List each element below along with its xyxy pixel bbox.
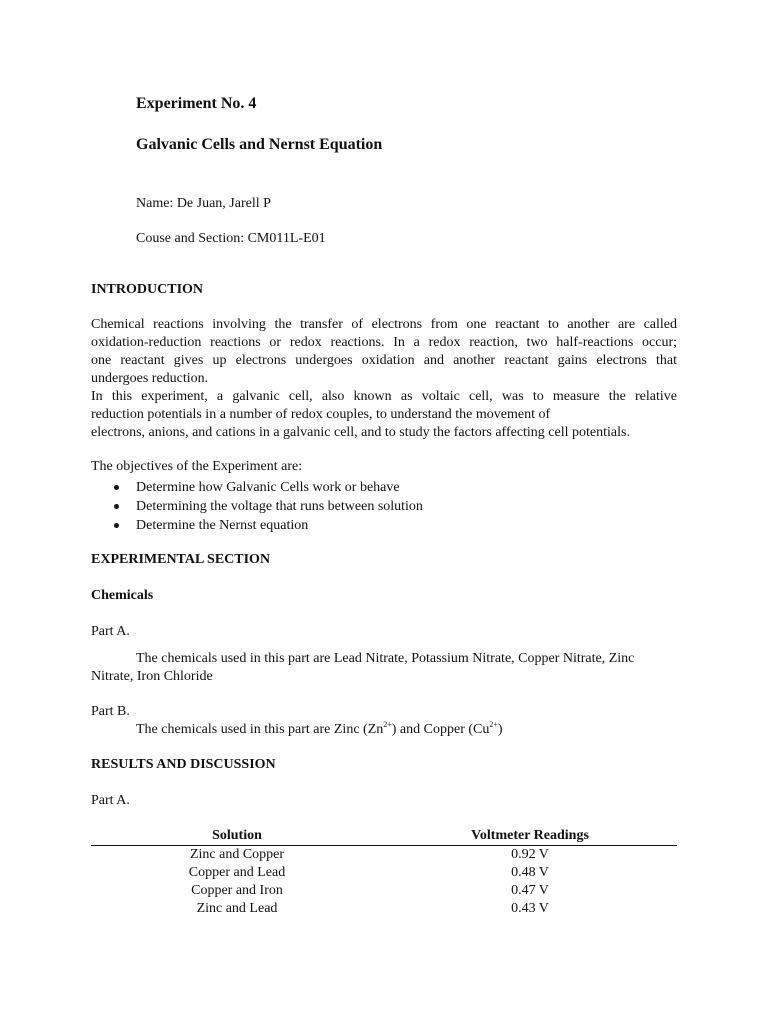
part-a-label: Part A. [91,624,130,639]
list-item [91,478,423,497]
text-line: electrons, anions, and cations in a galvanic cell, and to study the factors affecting cell potentials. [91,425,630,440]
bullet-icon [114,485,119,490]
list-item [91,497,423,516]
experiment-subtitle: Galvanic Cells and Nernst Equation [136,136,383,153]
bullet-icon [114,523,119,528]
text-line: undergoes reduction. [91,371,209,386]
results-table [91,827,677,918]
table-cell: Zinc and Lead [196,901,278,916]
introduction-paragraph-2 [91,388,677,442]
column-header-solution: Solution [91,827,383,846]
part-a-text-line-2: Nitrate, Iron Chloride [91,669,213,684]
table-cell: 0.47 V [511,883,549,898]
text-line: Chemical reactions involving the transfer of electrons from one reactant to another are called [91,317,677,332]
objective-text: Determining the voltage that runs between solution [136,499,423,514]
table-cell: Copper and Lead [188,865,286,880]
part-b-text [136,722,503,738]
objective-text: Determine how Galvanic Cells work or behave [136,480,400,495]
table-row [91,900,677,918]
table-cell: 0.92 V [511,847,549,862]
part-b-label: Part B. [91,704,130,719]
part-b-text-1: The chemicals used in this part are Zinc (Zn [136,722,384,737]
table-row [91,882,677,900]
text-line: one reactant gives up electrons undergoes oxidation and another reactant gains electrons that [91,353,677,368]
bullet-icon [114,504,119,509]
experimental-heading: EXPERIMENTAL SECTION [91,552,271,567]
objective-text: Determine the Nernst equation [136,518,309,533]
table-row [91,864,677,882]
list-item [91,516,423,535]
table-header-row [91,827,677,846]
text-line: In this experiment, a galvanic cell, also known as voltaic cell, was to measure the relative [91,389,677,404]
course-section: Couse and Section: CM011L-E01 [136,231,326,246]
table-cell: 0.48 V [511,865,549,880]
part-b-text-2: ) and Copper (Cu [391,722,490,737]
objectives-intro: The objectives of the Experiment are: [91,459,303,474]
zinc-charge: 2+ [383,720,392,729]
text-line: reduction potentials in a number of redox couples, to understand the movement of [91,407,551,422]
results-part-a-label: Part A. [91,793,130,808]
table-cell: Copper and Iron [191,883,283,898]
results-heading: RESULTS AND DISCUSSION [91,757,276,772]
student-name: Name: De Juan, Jarell P [136,196,271,211]
part-a-text-line-1: The chemicals used in this part are Lead Nitrate, Potassium Nitrate, Copper Nitrate, Zinc [136,651,635,666]
table-cell: Zinc and Copper [189,847,285,862]
chemicals-heading: Chemicals [91,588,154,603]
table-cell: 0.43 V [511,901,549,916]
text-line: oxidation-reduction reactions or redox reactions. In a redox reaction, two half-reactions occur; [91,335,677,350]
part-b-text-3: ) [497,722,503,737]
introduction-heading: INTRODUCTION [91,282,204,297]
table-row [91,846,677,865]
copper-charge: 2+ [489,720,498,729]
column-header-voltmeter: Voltmeter Readings [383,827,677,846]
introduction-paragraph-1 [91,316,677,388]
objectives-list [91,478,423,535]
experiment-title: Experiment No. 4 [136,95,257,112]
